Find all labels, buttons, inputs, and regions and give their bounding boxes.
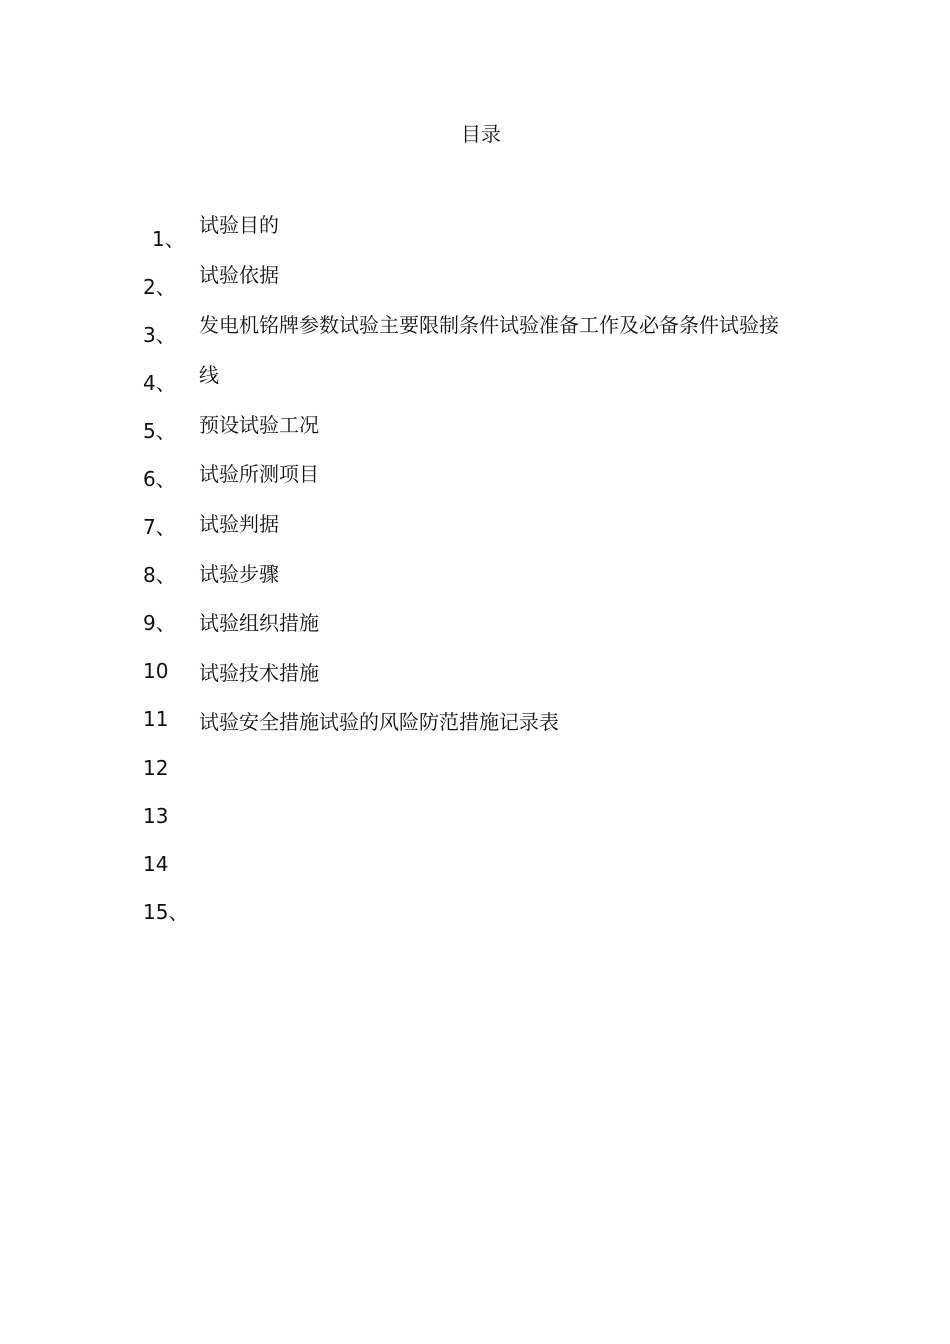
toc-entry-4: 预设试验工况 (199, 413, 319, 437)
toc-number-11: 11 (143, 707, 169, 731)
toc-number-1: 1、 (152, 227, 185, 251)
page-title: 目录 (461, 122, 501, 146)
toc-entry-8: 试验组织措施 (199, 611, 319, 635)
toc-number-14: 14 (143, 852, 169, 876)
toc-number-15: 15、 (143, 900, 189, 924)
toc-entry-3-continuation: 线 (199, 363, 219, 387)
toc-number-6: 6、 (143, 467, 176, 491)
toc-number-7: 7、 (143, 515, 176, 539)
toc-entry-3: 发电机铭牌参数试验主要限制条件试验准备工作及必备条件试验接 (199, 313, 779, 337)
toc-entry-10: 试验安全措施试验的风险防范措施记录表 (199, 710, 559, 734)
toc-number-3: 3、 (143, 323, 176, 347)
toc-number-4: 4、 (143, 371, 176, 395)
toc-entry-7: 试验步骤 (199, 562, 279, 586)
toc-entry-6: 试验判据 (199, 512, 279, 536)
toc-entry-2: 试验依据 (199, 263, 279, 287)
toc-number-9: 9、 (143, 611, 176, 635)
toc-number-8: 8、 (143, 563, 176, 587)
toc-number-5: 5、 (143, 419, 176, 443)
toc-entry-1: 试验目的 (199, 213, 279, 237)
toc-number-13: 13 (143, 804, 169, 828)
toc-number-2: 2、 (143, 275, 176, 299)
toc-entry-9: 试验技术措施 (199, 661, 319, 685)
toc-entry-5: 试验所测项目 (199, 462, 319, 486)
toc-number-12: 12 (143, 756, 169, 780)
toc-number-10: 10 (143, 659, 169, 683)
